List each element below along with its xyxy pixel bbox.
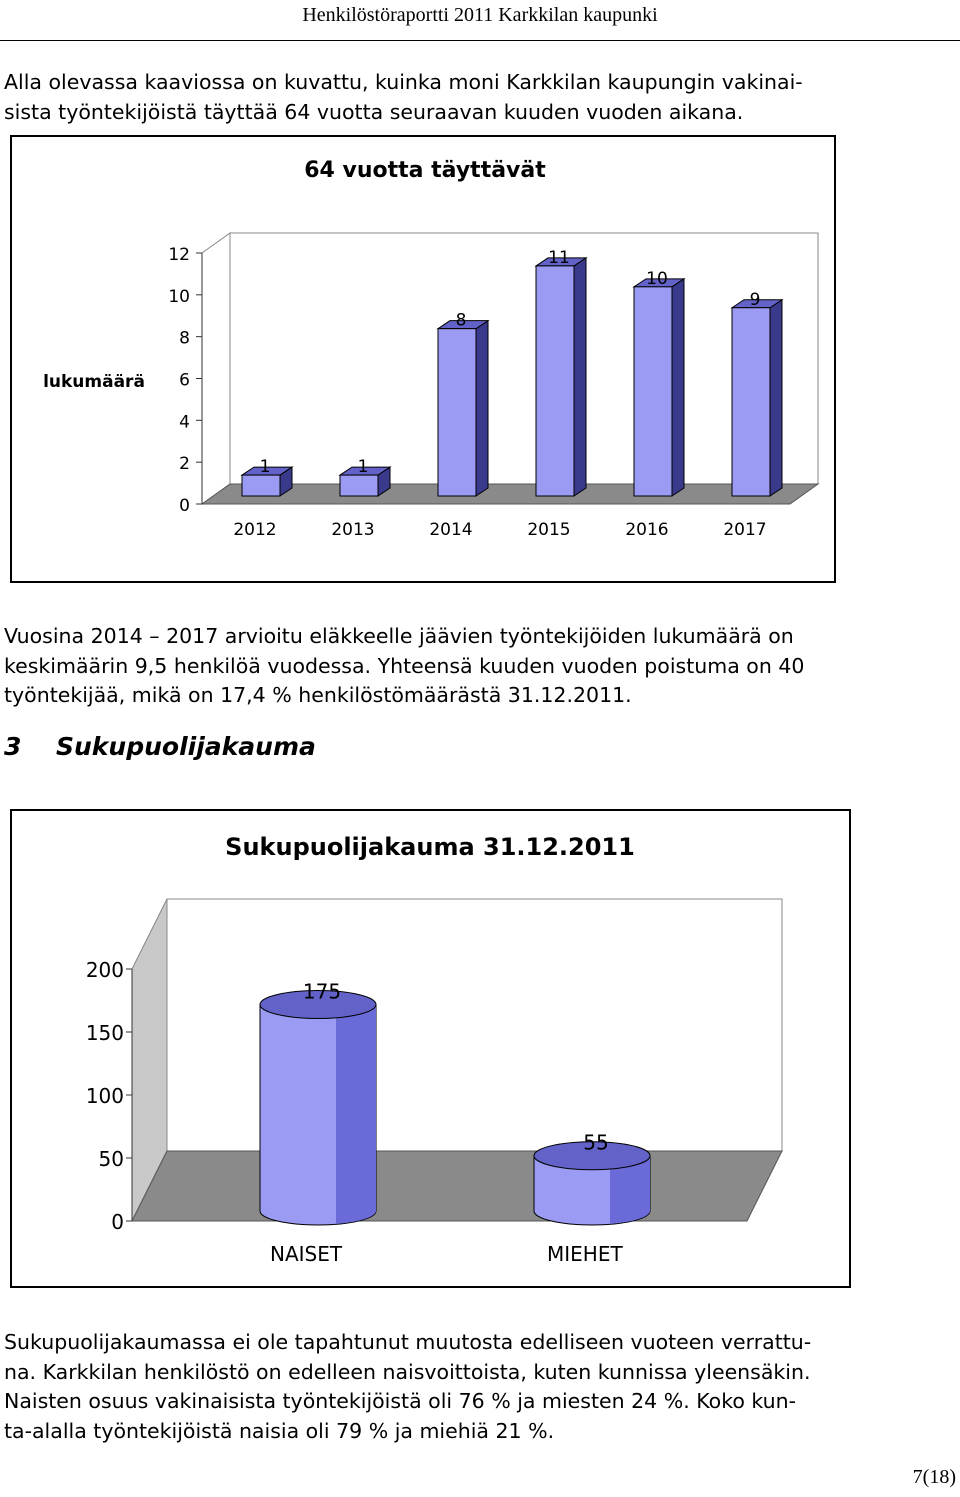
y-tick-label: 0	[111, 1210, 124, 1234]
section-number: 3	[4, 732, 22, 761]
retirement-paragraph	[4, 622, 956, 711]
retirement-chart	[10, 135, 836, 583]
y-tick-label: 10	[168, 286, 190, 307]
x-tick-label: 2013	[331, 520, 375, 540]
data-label: 175	[302, 979, 342, 1004]
data-label: 9	[749, 289, 761, 310]
back-wall	[167, 899, 782, 1151]
y-tick-label: 0	[179, 496, 190, 516]
x-tick-label: 2012	[233, 520, 277, 540]
gender-line-4: ta-alalla työntekijöistä naisia oli 79 % ja miehiä 21 %.	[4, 1418, 555, 1443]
y-tick-label: 4	[179, 412, 190, 433]
y-tick-label: 8	[179, 328, 190, 349]
retirement-line-3: työntekijää, mikä on 17,4 % henkilöstömäärästä 31.12.2011.	[4, 683, 632, 707]
chart-floor	[132, 1151, 782, 1221]
y-tick-label: 150	[85, 1021, 124, 1045]
retirement-line-1: Vuosina 2014 – 2017 arvioitu eläkkeelle jäävien työntekijöiden lukumäärä on	[4, 624, 794, 648]
gender-line-1: Sukupuolijakaumassa ei ole tapahtunut muutosta edelliseen vuoteen verrattu-	[4, 1330, 812, 1354]
intro-line-2: sista työntekijöistä täyttää 64 vuotta seuraavan kuuden vuoden aikana.	[4, 99, 744, 124]
gender-line-3: Naisten osuus vakinaisista työntekijöistä oli 76 % ja miesten 24 %. Koko kun-	[4, 1389, 797, 1413]
bar-side-2015	[574, 258, 586, 496]
chart-floor	[202, 484, 818, 504]
bar-2015	[536, 266, 574, 496]
section-heading	[4, 732, 316, 761]
y-tick-label: 200	[85, 958, 124, 982]
page-header: Henkilöstöraportti 2011 Karkkilan kaupunki	[302, 4, 658, 26]
bar-side-2016	[672, 279, 684, 496]
back-wall	[230, 233, 818, 484]
chart-title: 64 vuotta täyttävät	[304, 158, 546, 183]
data-label: 8	[455, 310, 467, 331]
y-axis-label: lukumäärä	[43, 372, 145, 392]
bar-2012	[242, 475, 280, 496]
gender-chart-svg	[12, 811, 849, 1286]
header-divider	[0, 40, 960, 41]
x-tick-label: 2016	[625, 520, 669, 540]
left-wall	[202, 233, 230, 504]
x-tick-label: NAISET	[270, 1242, 343, 1266]
intro-paragraph	[4, 68, 956, 127]
y-tick-label: 6	[179, 370, 190, 391]
y-tick-label: 2	[179, 454, 190, 475]
data-label: 1	[259, 457, 271, 478]
cylinder-shade-NAISET	[336, 1005, 376, 1225]
bar-2014	[438, 329, 476, 496]
x-tick-label: 2015	[527, 520, 571, 540]
data-label: 11	[548, 247, 570, 268]
y-tick-label: 50	[98, 1147, 124, 1171]
bar-2016	[634, 287, 672, 496]
x-tick-label: 2014	[429, 520, 473, 540]
x-tick-label: MIEHET	[547, 1242, 623, 1266]
gender-chart	[10, 809, 851, 1288]
bar-2017	[732, 308, 770, 496]
gender-line-2: na. Karkkilan henkilöstö on edelleen naisvoittoista, kuten kunnissa yleensäkin.	[4, 1359, 811, 1384]
bar-side-2017	[770, 300, 782, 496]
gender-paragraph	[4, 1328, 956, 1446]
data-label: 55	[583, 1130, 609, 1155]
y-tick-label: 100	[85, 1084, 124, 1108]
data-label: 1	[357, 457, 369, 478]
bar-2013	[340, 475, 378, 496]
bar-side-2014	[476, 321, 488, 496]
section-title: Sukupuolijakauma	[56, 732, 316, 761]
chart-title: Sukupuolijakauma 31.12.2011	[225, 833, 635, 861]
page-number: 7(18)	[912, 1466, 956, 1488]
retirement-line-2: keskimäärin 9,5 henkilöä vuodessa. Yhteensä kuuden vuoden poistuma on 40	[4, 653, 805, 678]
intro-line-1: Alla olevassa kaaviossa on kuvattu, kuinka moni Karkkilan kaupungin vakinai-	[4, 70, 803, 94]
retirement-chart-svg	[12, 137, 834, 581]
data-label: 10	[646, 268, 668, 289]
y-tick-label: 12	[168, 245, 190, 265]
x-tick-label: 2017	[723, 520, 767, 540]
